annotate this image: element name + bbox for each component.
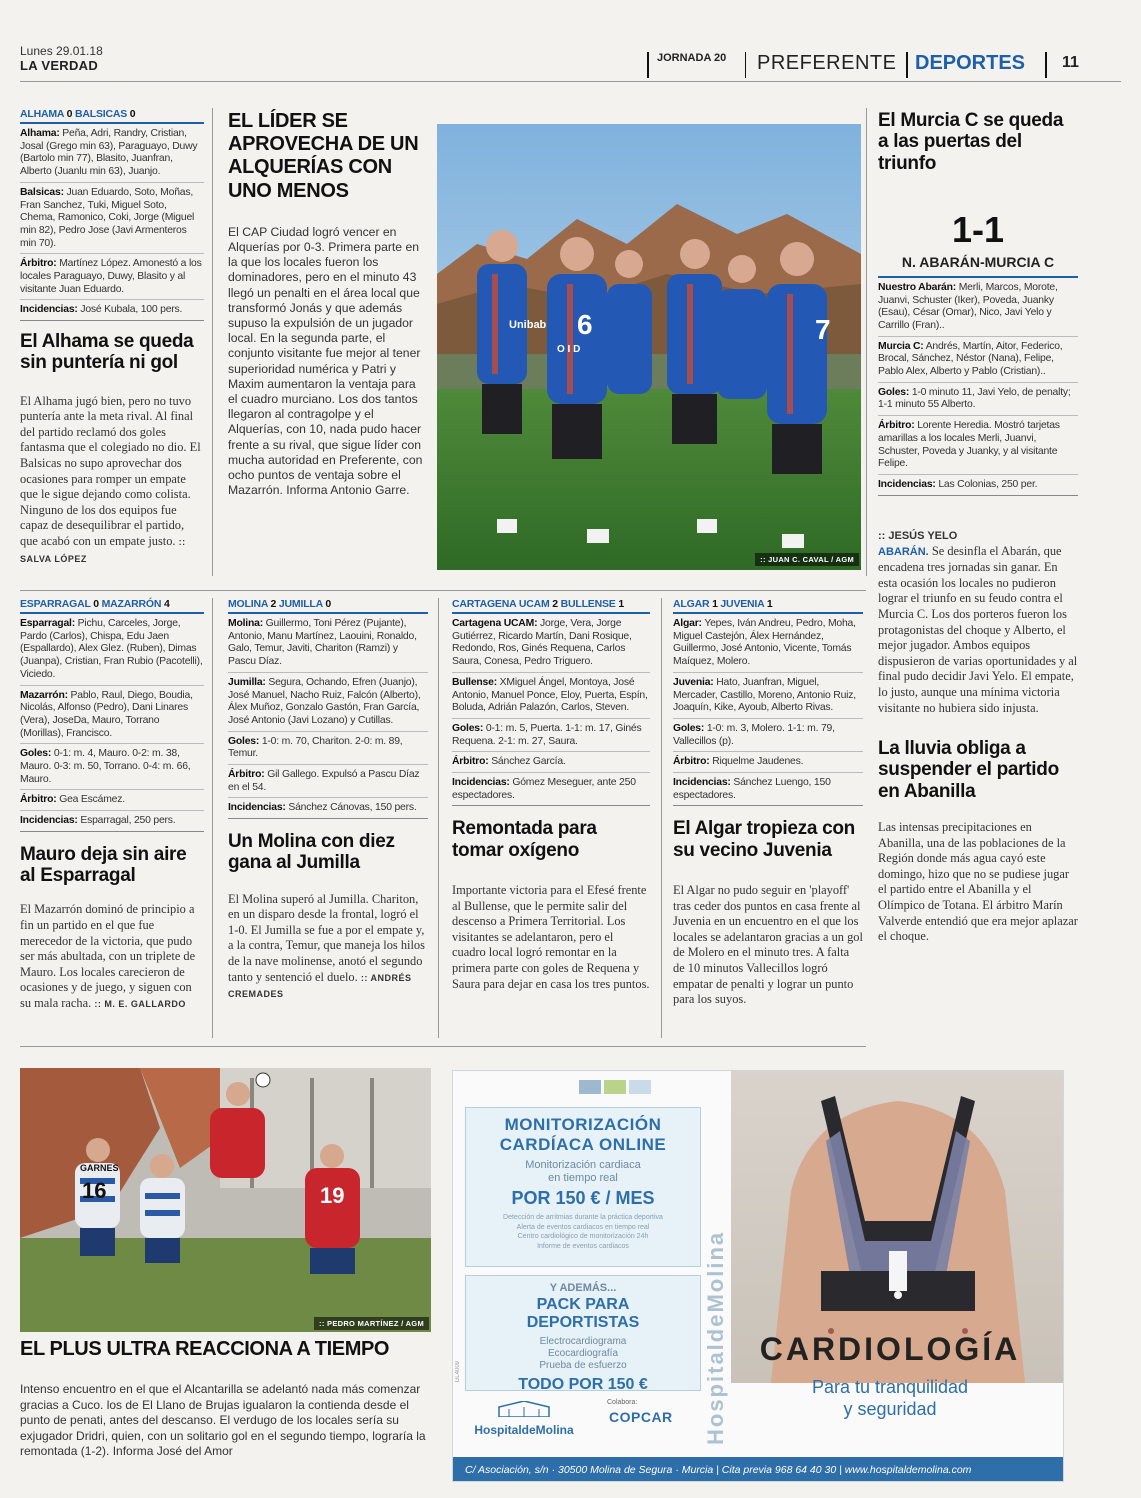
jersey-number: 19 — [320, 1183, 345, 1208]
lead-article — [228, 110, 426, 498]
ad-pack-item: Ecocardiografía — [547, 1348, 619, 1359]
article-body: ABARÁN. Se desinfla el Abarán, que encadena tres jornadas sin ganar. En esta ocasión los locales no pudieron lograr el triunfo en su feudo contra el Murcia C. Los dos porteros fueron los protagonistas del choque y Alberto, el mejor jugador. Ambos equipos dispusieron de varias oportunidades y al final pudo decidir Javi Yelo. El empate, lo justo, aunque una mínima victoria visitante no hubiera sido injusta. — [878, 543, 1078, 715]
ad-logos — [579, 1077, 669, 1097]
incidents-info: Incidencias: José Kubala, 100 pers. — [20, 300, 204, 321]
ad-cardiology-block — [715, 1331, 1064, 1420]
match-score: 1-1 — [951, 208, 1005, 250]
header-divider — [647, 52, 649, 78]
ad-footer[interactable]: C/ Asociación, s/n · 30500 Molina de Segura · Murcia | Cita previa 968 64 40 30 | www.hospitaldemolina.com — [453, 1457, 1064, 1482]
goals-info: Goles: 1-0: m. 70, Chariton. 2-0: m. 89, Temur. — [228, 732, 428, 765]
hospital-advertisement[interactable] — [452, 1070, 1064, 1482]
ad-pack-items — [466, 1336, 700, 1372]
plusultra-photo — [20, 1068, 431, 1332]
jersey-number: 16 — [82, 1178, 107, 1203]
esparragal-section — [20, 598, 204, 1013]
ad-pack-price: TODO POR 150 € — [518, 1376, 648, 1393]
lineup-away: Juvenia: Hato, Juanfran, Miguel, Mercader, Castillo, Moreno, Antonio Ruiz, Joaquín, Kike, Ayoub, Alberto Rivas. — [673, 673, 863, 719]
logo-badge-icon — [629, 1080, 651, 1094]
header-section: PREFERENTE — [757, 52, 897, 74]
goals-info: Goles: 0-1: m. 5, Puerta. 1-1: m. 17, Ginés Requena. 2-1: m. 27, Saura. — [452, 719, 650, 752]
lead-photo — [437, 124, 861, 570]
jersey-sponsor-text: Unibab — [509, 319, 547, 331]
lineup-home: Nuestro Abarán: Merli, Marcos, Morote, Juanvi, Schuster (Iker), Poveda, Juanky (Esau), César (Omar), Nico, Javi Yelo y Carrillo (Fran).. — [878, 278, 1078, 337]
article-body: El Molina superó al Jumilla. Chariton, en un disparo desde la frontal, logró el 1-0. El Jumilla se fue a por el empate y, a la contra, Temur, que maneja los hilos de la nave molinense, anotó el segundo tanto y sentenció el duelo. :: ANDRÉS CREMADES — [228, 891, 425, 1000]
article-body: El Algar no pudo seguir en 'playoff' tras ceder dos puntos en casa frente al Juvenia en un encuentro en el que los locales se adelantaron gracias a un gol de Molero en el minuto tres. A falta de 10 minutos Vallecillos logró empatar de penalti y lograr un punto para los suyos. — [673, 882, 863, 1007]
lineup-home: Alhama: Peña, Adri, Randry, Cristian, Josal (Grego min 63), Paraguayo, Duwy (Bartolo min 77), Blasito, Juanfran, Alberto (Juanlu min 63), Juanjo. — [20, 124, 204, 183]
ad-bullet-item: Informe de eventos cardiacos — [537, 1242, 629, 1250]
jersey-number: 6 — [577, 309, 593, 340]
article-body: El Mazarrón dominó de principio a fin un partido en el que fue merecedor de la victoria, que pudo ser más abultada, con un triplete de Mauro. Los locales carecieron de ocasiones y de juego, y siguen con su mala racha. :: M. E. GALLARDO — [20, 902, 196, 1010]
header-paper: LA VERDAD — [20, 58, 99, 73]
article-title: EL PLUS ULTRA REACCIONA A TIEMPO — [20, 1338, 390, 1360]
article-body: Importante victoria para el Efesé frente al Bullense, que le permite salir del descenso a Primera Territorial. Los visitantes se adelantaron, pero el cuadro local logró remontar en la primera parte con goles de Requena y Saura para dejar en casa los tres puntos. — [452, 882, 650, 991]
football-header-image — [20, 1068, 431, 1332]
match-header: ESPARRAGAL 0 MAZARRÓN 4 — [20, 598, 204, 614]
match-header: MOLINA 2 JUMILLA 0 — [228, 598, 428, 614]
ad-heading: CARDIOLOGÍA — [759, 1331, 1021, 1367]
jersey-name: GARNES — [80, 1163, 119, 1173]
ad-title: MONITORIZACIÓN CARDÍACA ONLINE — [499, 1115, 667, 1154]
ad-watermark: HospitaldeMolina — [703, 1230, 728, 1445]
photo-credit: :: JUAN C. CAVAL / AGM — [755, 553, 859, 566]
football-celebration-image — [437, 124, 861, 570]
match-header: CARTAGENA UCAM 2 BULLENSE 1 — [452, 598, 650, 614]
hospital-building-icon — [494, 1401, 554, 1417]
ad-price: POR 150 € / MES — [511, 1188, 655, 1208]
algar-section — [673, 598, 863, 1008]
referee-info: Árbitro: Riquelme Jaudenes. — [673, 752, 863, 773]
goals-info: Goles: 1-0: m. 3, Molero. 1-1: m. 79, Vallecillos (p). — [673, 719, 863, 752]
referee-info: Árbitro: Sánchez García. — [452, 752, 650, 773]
incidents-info: Incidencias: Gómez Meseguer, ante 250 espectadores. — [452, 773, 650, 806]
molina-section — [228, 598, 428, 1003]
alhama-section — [20, 108, 204, 567]
ad-box-pack — [465, 1275, 701, 1391]
lineup-away: Mazarrón: Pablo, Raul, Diego, Boudia, Nicolás, Alfonso (Pedro), Dani Linares (Vera), JoseDa, Mauro, Torrano (Morillas), Francisco. — [20, 686, 204, 745]
article-title: Mauro deja sin aire al Esparragal — [20, 843, 187, 887]
incidents-info: Incidencias: Esparragal, 250 pers. — [20, 811, 204, 832]
article-title: El Algar tropieza con su vecino Juvenia — [673, 818, 855, 861]
lineup-home: Algar: Yepes, Iván Andreu, Pedro, Moha, Miguel Castejón, Álex Hernández, Guillermo, José Antonio, Vicente, Tomás Maíquez, Molero. — [673, 614, 863, 673]
lineup-home: Molina: Guillermo, Toni Pérez (Pujante), Antonio, Manu Martínez, Laouini, Ronaldo, Galo, Temur, Javiti, Chariton (Ramzi) y Pascu Díaz. — [228, 614, 428, 673]
lead-title: EL LÍDER SE APROVECHA DE UN ALQUERÍAS CON UNO MENOS — [228, 110, 419, 202]
lineup-away: Bullense: XMiguel Ángel, Montoya, José Antonio, Manuel Ponce, Eloy, Puerta, Espín, Boluda, Adrián Palazón, Carlos, Steven. — [452, 673, 650, 719]
referee-info: Árbitro: Martínez López. Amonestó a los locales Paraguayo, Duwy, Blasito y al visitante Juan Eduardo. — [20, 254, 204, 300]
article-body: El Alhama jugó bien, pero no tuvo puntería ante la meta rival. Al final del partido reclamó dos goles fantasma que el colegiado no dio. El Balsicas no supo aprovechar dos ocasiones para romper un empate que le sigue dejando como colista. Ninguno de los dos equipos fue capaz de desequilibrar el partido, que acabó con un empate justo. :: SALVA LÓPEZ — [20, 393, 201, 564]
header-category: DEPORTES — [915, 52, 1026, 74]
jersey-number: 7 — [815, 314, 831, 345]
article-title: El Alhama se queda sin puntería ni gol — [20, 331, 194, 374]
article-title: La lluvia obliga a suspender el partido en Abanilla — [878, 738, 1059, 802]
article-title: Un Molina con diez gana al Jumilla — [228, 831, 395, 874]
copcar-logo: COPCAR — [609, 1409, 673, 1425]
ad-bullets — [466, 1213, 700, 1251]
header-divider — [1045, 52, 1047, 78]
author-byline: :: JESÚS YELO — [878, 529, 958, 542]
article-title: Remontada para tomar oxígeno — [452, 818, 597, 861]
logo-badge-icon — [579, 1080, 601, 1094]
lineup-away: Murcia C: Andrés, Martín, Aitor, Federico, Brocal, Sánchez, Néstor (Nana), Felipe, Pablo Alex, Alberto y Pablo (Cristian).. — [878, 337, 1078, 383]
collab-label: Colabora: — [607, 1399, 638, 1406]
lineup-home: Esparragal: Pichu, Carceles, Jorge, Pardo (Carlos), Chispa, Edu Jaen (Espallardo), Alex Glez. (Ruben), Dimas (Juanpa), Cristian, Fran Rubio (Pacotelli), Viciedo. — [20, 614, 204, 686]
lineup-home: Cartagena UCAM: Jorge, Vera, Jorge Gutiérrez, Ricardo Martín, Dani Rosique, Redondo, Ros, Ginés Requena, Carlos Saura, Conesa, Pedro Triguero. — [452, 614, 650, 673]
incidents-info: Incidencias: Sánchez Cánovas, 150 pers. — [228, 798, 428, 819]
cartagena-section — [452, 598, 650, 992]
ad-bullet-item: Alerta de eventos cardiacos en tiempo real — [516, 1223, 650, 1231]
ad-bullet-item: Centro cardiológico de monitorización 24h — [517, 1233, 649, 1240]
incidents-info: Incidencias: Sánchez Luengo, 150 espectadores. — [673, 773, 863, 806]
referee-info: Árbitro: Lorente Heredia. Mostró tarjetas amarillas a los locales Merli, Juanvi, Schuster, Poveda y Juanky, y al visitante Felipe. — [878, 416, 1078, 475]
photo-credit: :: PEDRO MARTÍNEZ / AGM — [314, 1317, 429, 1330]
ad-tagline: Para tu tranquilidad y seguridad — [811, 1377, 969, 1419]
goals-info: Goles: 0-1: m. 4, Mauro. 0-2: m. 38, Mauro. 0-3: m. 50, Torrano. 0-4: m. 66, Mauro. — [20, 744, 204, 790]
jersey-sponsor-text: O I D — [557, 344, 581, 355]
header-divider — [745, 52, 746, 78]
hospital-logo-text: HospitaldeMolina — [474, 1423, 574, 1437]
ad-pack-title: PACK PARA DEPORTISTAS — [526, 1296, 640, 1331]
goals-info: Goles: 1-0 minuto 11, Javi Yelo, de penalty; 1-1 minuto 55 Alberto. — [878, 383, 1078, 416]
murcia-section — [878, 110, 1078, 945]
match-header: ALGAR 1 JUVENIA 1 — [673, 598, 863, 614]
ad-bullet-item: Detección de arritmias durante la práctica deportiva — [503, 1214, 663, 1221]
header-page-number: 11 — [1062, 54, 1079, 71]
lineup-away: Jumilla: Segura, Ochando, Efren (Juanjo), José Manuel, Nacho Ruiz, Falcón (Alberto), Álex Muñoz, Gonzalo Gastón, Fran García, José Antonio (Javi Lozano) y Cutillas. — [228, 673, 428, 732]
referee-info: Árbitro: Gea Escámez. — [20, 790, 204, 811]
incidents-info: Incidencias: Las Colonias, 250 per. — [878, 475, 1078, 496]
header-date: Lunes 29.01.18 — [20, 44, 103, 58]
match-header: ALHAMA 0 BALSICAS 0 — [20, 108, 204, 124]
referee-info: Árbitro: Gil Gallego. Expulsó a Pascu Díaz en el 54. — [228, 765, 428, 798]
ad-code: GL4009 — [455, 1361, 461, 1383]
article-body: Las intensas precipitaciones en Abanilla, una de las poblaciones de la Región donde más agua cayó este domingo, hizo que no se pudiese jugar el partido entre el Abanilla y el Olímpico de Totana. El árbitro Marín Valverde entendió que era mejor aplazar el choque. — [878, 819, 1078, 944]
ad-box-monitoring — [465, 1107, 701, 1267]
article-body: Intenso encuentro en el que el Alcantarilla se adelantó nada más comenzar gracias a Cuco. los de El Llano de Brujas igualaron la contienda desde el punto de penati, antes del descanso. El verdugo de los locales sería su exjugador Dridri, quien, con un solitario gol en el segundo tiempo, lograría la remontada (1-2). Informa José del Amor — [20, 1382, 426, 1459]
lineup-away: Balsicas: Juan Eduardo, Soto, Moñas, Fran Sanchez, Tuki, Miguel Soto, Chema, Ramonico, Coki, Jorge (Miguel min 82), Pedro Jose (Javi Armenteros min 70). — [20, 183, 204, 255]
header-divider — [906, 52, 908, 78]
hospital-logo[interactable] — [469, 1401, 579, 1437]
header-jornada: JORNADA 20 — [657, 52, 727, 64]
ad-extra: Y ADEMÁS... — [549, 1282, 617, 1294]
article-title: El Murcia C se queda a las puertas del triunfo — [878, 110, 1064, 174]
ad-pack-item: Electrocardiograma — [539, 1336, 627, 1347]
match-teams: N. ABARÁN-MURCIA C — [878, 254, 1078, 278]
logo-badge-icon — [604, 1080, 626, 1094]
lead-body: El CAP Ciudad logró vencer en Alquerías por 0-3. Primera parte en la que los locales fueron los dominadores, pero en el minuto 43 llegó un penalti en el área local que transformó Jonás y que además supuso la expulsión de un jugador local. En la segunda parte, el conjunto visitante fue mejor al tener superioridad numérica y Patri y Maxim aumentaron la ventaja para el cuadro murciano. Los dos tantos llegaron al contragolpe y el Alquerías, con 10, nada pudo hacer frente a su rival, que sigue líder con mucha autoridad en Preferente, con ocho puntos de ventaja sobre el Mazarrón. Informa Antonio Garre. — [228, 224, 423, 498]
ad-subtitle: Monitorización cardiaca en tiempo real — [525, 1159, 641, 1184]
ad-pack-item: Prueba de esfuerzo — [539, 1360, 627, 1371]
